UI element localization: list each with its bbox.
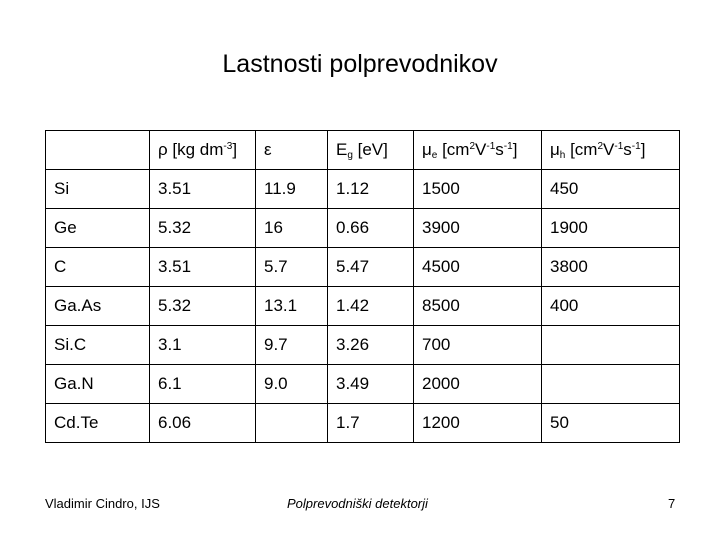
table-cell: 3800 [542, 248, 680, 287]
table-cell: C [46, 248, 150, 287]
table-row [46, 365, 680, 404]
table-cell: 1200 [414, 404, 542, 443]
table-cell [542, 365, 680, 404]
table-cell: 1.7 [328, 404, 414, 443]
table-cell: Ga.As [46, 287, 150, 326]
header-cell-hole-mobility: $\mu_h$ $[cm^2V^{-1}s^{-1}]$ [542, 131, 680, 170]
table-cell: 5.32 [150, 287, 256, 326]
table-cell: Si.C [46, 326, 150, 365]
table-cell: 6.06 [150, 404, 256, 443]
table-cell: 5.7 [256, 248, 328, 287]
table-cell: 5.47 [328, 248, 414, 287]
table-row [46, 248, 680, 287]
table-cell: 11.9 [256, 170, 328, 209]
table-row [46, 326, 680, 365]
table-cell: Si [46, 170, 150, 209]
table-cell: 3.26 [328, 326, 414, 365]
table-cell: Ge [46, 209, 150, 248]
table-cell: 3900 [414, 209, 542, 248]
table-cell: 50 [542, 404, 680, 443]
table-cell [256, 404, 328, 443]
table-cell: 0.66 [328, 209, 414, 248]
table-cell: 9.0 [256, 365, 328, 404]
table-cell: 450 [542, 170, 680, 209]
table-row [46, 209, 680, 248]
table-row [46, 404, 680, 443]
table-cell: 1.42 [328, 287, 414, 326]
table-cell: 3.51 [150, 170, 256, 209]
header-cell-permittivity: ε [256, 131, 328, 170]
header-cell-electron-mobility: $\mu_e$ $[cm^2V^{-1}s^{-1}]$ [414, 131, 542, 170]
table-row [46, 287, 680, 326]
table-cell: Ga.N [46, 365, 150, 404]
table-cell: 3.49 [328, 365, 414, 404]
table-cell: 8500 [414, 287, 542, 326]
table-cell [542, 326, 680, 365]
footer-author: Vladimir Cindro, IJS [45, 496, 160, 511]
table-cell: 1.12 [328, 170, 414, 209]
table-cell: 700 [414, 326, 542, 365]
table-cell: 16 [256, 209, 328, 248]
table-cell: 3.51 [150, 248, 256, 287]
slide-title: Lastnosti polprevodnikov [222, 50, 498, 78]
table-cell: 2000 [414, 365, 542, 404]
table-cell: 5.32 [150, 209, 256, 248]
header-cell-material [46, 131, 150, 170]
table-row [46, 170, 680, 209]
header-cell-bandgap: $E_g$ [eV] [328, 131, 414, 170]
page-number: 7 [668, 496, 676, 511]
table-cell: 9.7 [256, 326, 328, 365]
table-cell: 3.1 [150, 326, 256, 365]
table-cell: 6.1 [150, 365, 256, 404]
table-cell: 1500 [414, 170, 542, 209]
properties-table [45, 130, 680, 443]
table-cell: 1900 [542, 209, 680, 248]
table-cell: 400 [542, 287, 680, 326]
table-cell: Cd.Te [46, 404, 150, 443]
header-cell-density: ρ [kg $dm^{-3}$] [150, 131, 256, 170]
footer-course-title: Polprevodniški detektorji [287, 496, 428, 511]
table-cell: 13.1 [256, 287, 328, 326]
table-cell: 4500 [414, 248, 542, 287]
header-row [46, 131, 680, 170]
